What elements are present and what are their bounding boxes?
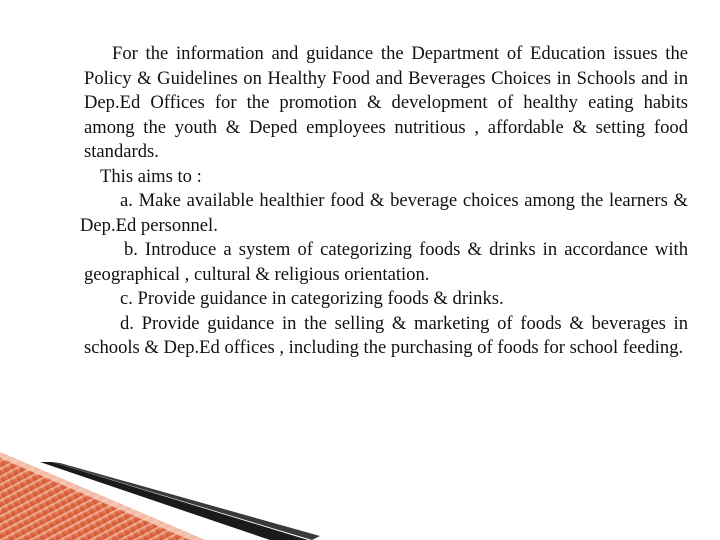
aim-item-b: b. Introduce a system of categorizing foods & drinks in accordance with geographical , cultural & religious orientation.	[84, 239, 688, 285]
aim-item-c: c. Provide guidance in categorizing foods & drinks.	[120, 288, 504, 309]
aim-item-a: a. Make available healthier food & beverage choices among the learners & Dep.Ed personnel.	[80, 190, 688, 236]
body-text	[80, 42, 688, 361]
aim-item-d: d. Provide guidance in the selling & marketing of foods & beverages in schools & Dep.Ed offices , including the purchasing of foods for school feeding.	[84, 312, 688, 358]
intro-paragraph: For the information and guidance the Department of Education issues the Policy & Guidelines on Healthy Food and Beverages Choices in Schools and in Dep.Ed Offices for the promotion & development of healthy eating habits among the youth & Deped employees nutritious , affordable & setting food standards.	[84, 43, 688, 162]
aims-heading: This aims to :	[100, 165, 202, 187]
